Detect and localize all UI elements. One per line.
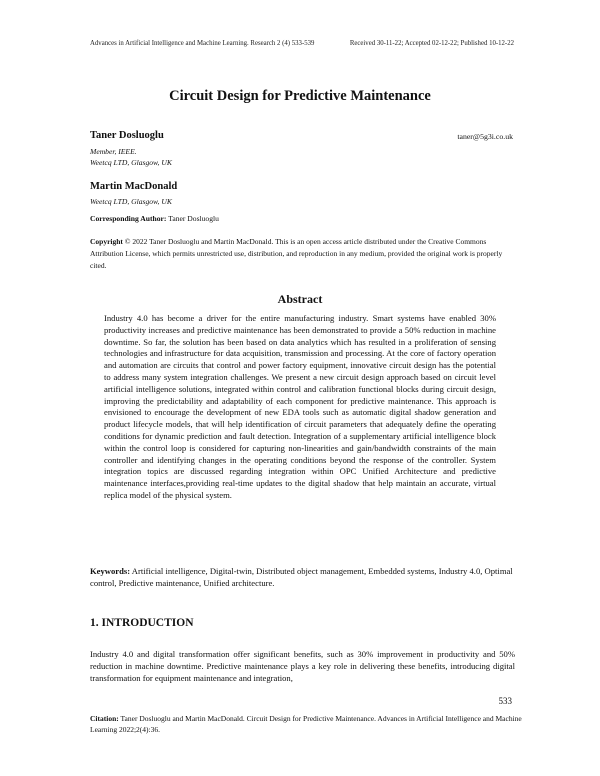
article-dates: Received 30-11-22; Accepted 02-12-22; Published 10-12-22 xyxy=(349,40,514,47)
corresponding-author xyxy=(90,214,219,223)
author-affiliation: Weetcq LTD, Glasgow, UK xyxy=(90,158,172,167)
section-heading: 1. INTRODUCTION xyxy=(90,617,194,629)
author-affiliation: Weetcq LTD, Glasgow, UK xyxy=(90,197,172,206)
paper-title: Circuit Design for Predictive Maintenance xyxy=(169,88,431,104)
copyright-label: Copyright xyxy=(90,237,123,246)
intro-paragraph: Industry 4.0 and digital transformation offer significant benefits, such as 30% improvement in productivity and 50% reduction in machine downtime. Predictive maintenance plays a key role in delivering these benefits, introducing digital transformation for equipment maintenance and integration, xyxy=(90,649,515,683)
author-email[interactable]: taner@5g3i.co.uk xyxy=(457,132,513,141)
corresponding-label: Corresponding Author: xyxy=(90,214,167,223)
citation-text: Taner Dosluoglu and Martin MacDonald. Circuit Design for Predictive Maintenance. Advances in Artificial Intelligence and Machine Learning 2022;2(4):36. xyxy=(90,714,522,734)
copyright-text: © 2022 Taner Dosluoglu and Martin MacDonald. This is an open access article distributed under the Creative Commons Attribution License, which permits unrestricted use, distribution, and reproduction in any medium, provided the original work is properly cited. xyxy=(90,237,503,271)
keywords-label: Keywords: xyxy=(90,566,131,576)
keywords xyxy=(90,566,516,590)
citation xyxy=(90,713,540,735)
abstract-heading: Abstract xyxy=(277,292,323,306)
author-name: Martin MacDonald xyxy=(90,181,178,192)
author-affiliation: Member, IEEE. xyxy=(90,147,137,156)
running-header xyxy=(90,40,514,47)
copyright-notice xyxy=(90,236,515,273)
journal-info: Advances in Artificial Intelligence and Machine Learning. Research 2 (4) 533-539 xyxy=(90,40,315,47)
keywords-text: Artificial intelligence, Digital-twin, Distributed object management, Embedded systems, Industry 4.0, Optimal control, Predictive maintenance, Unified architecture. xyxy=(90,566,513,588)
author-name: Taner Dosluoglu xyxy=(90,130,164,141)
page-number: 533 xyxy=(498,696,512,706)
corresponding-name: Taner Dosluoglu xyxy=(168,214,219,223)
citation-label: Citation: xyxy=(90,714,119,723)
abstract-body: Industry 4.0 has become a driver for the entire manufacturing industry. Smart systems have enabled 30% productivity increases and predictive maintenance has been demonstrated to provide a 50% reduction in machine downtime. So far, the solution has been based on data analytics which has resulted in a proliferation of sensing technologies and infrastructure for data acquisition, transmission and processing. At the core of factory operation and automation are circuits that control and power factory equipment, innovative circuit design has the potential to address many system integration challenges. We present a new circuit design approach based on circuit level artificial intelligence solutions, integrated within control and calibration functional blocks during circuit design, improving the predictability and adaptability of each component for predictive maintenance. This approach is envisioned to encourage the development of new EDA tools such as automatic digital shadow generation and product lifecycle models, that will help identification of circuit parameters that adequately define the operating conditions for dynamic prediction and fault detection. Integration of a supplementary artificial intelligence block within the control loop is considered for capturing non-linearities and gain/bandwidth constraints of the main controller and identifying changes in the operating conditions beyond the response of the controller. System integration topics are discussed regarding integration within OPC Unified Architecture and predictive maintenance interfaces,providing real-time updates to the digital shadow that help maintain an accurate, virtual replica model of the physical system. xyxy=(104,313,496,500)
